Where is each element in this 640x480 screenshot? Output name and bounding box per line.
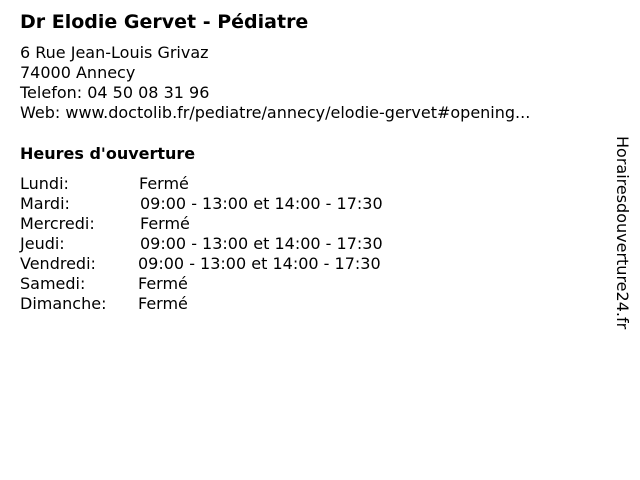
day-label: Samedi: [20, 274, 86, 293]
hours-value: Fermé [138, 294, 188, 313]
hours-value: Fermé [139, 174, 189, 193]
day-label: Mardi: [20, 194, 70, 213]
day-label: Jeudi: [20, 234, 65, 253]
day-label: Lundi: [20, 174, 69, 193]
site-brand-watermark [612, 136, 632, 346]
hours-value: Fermé [138, 274, 188, 293]
hours-heading: Heures d'ouverture [20, 144, 196, 163]
day-label: Mercredi: [20, 214, 95, 233]
hours-value: 09:00 - 13:00 et 14:00 - 17:30 [140, 194, 383, 213]
phone-number: Telefon: 04 50 08 31 96 [20, 83, 210, 102]
hours-value: Fermé [140, 214, 190, 233]
day-label: Dimanche: [20, 294, 107, 313]
hours-value: 09:00 - 13:00 et 14:00 - 17:30 [138, 254, 381, 273]
city: 74000 Annecy [20, 63, 136, 82]
street-address: 6 Rue Jean-Louis Grivaz [20, 43, 209, 62]
website-link[interactable]: Web: www.doctolib.fr/pediatre/annecy/elodie-gervet#opening... [20, 103, 531, 122]
day-label: Vendredi: [20, 254, 96, 273]
hours-value: 09:00 - 13:00 et 14:00 - 17:30 [140, 234, 383, 253]
address-block [20, 43, 530, 123]
brand-text: Horairesdouverture24.fr [613, 136, 632, 330]
page-title: Dr Elodie Gervet - Pédiatre [20, 11, 309, 33]
